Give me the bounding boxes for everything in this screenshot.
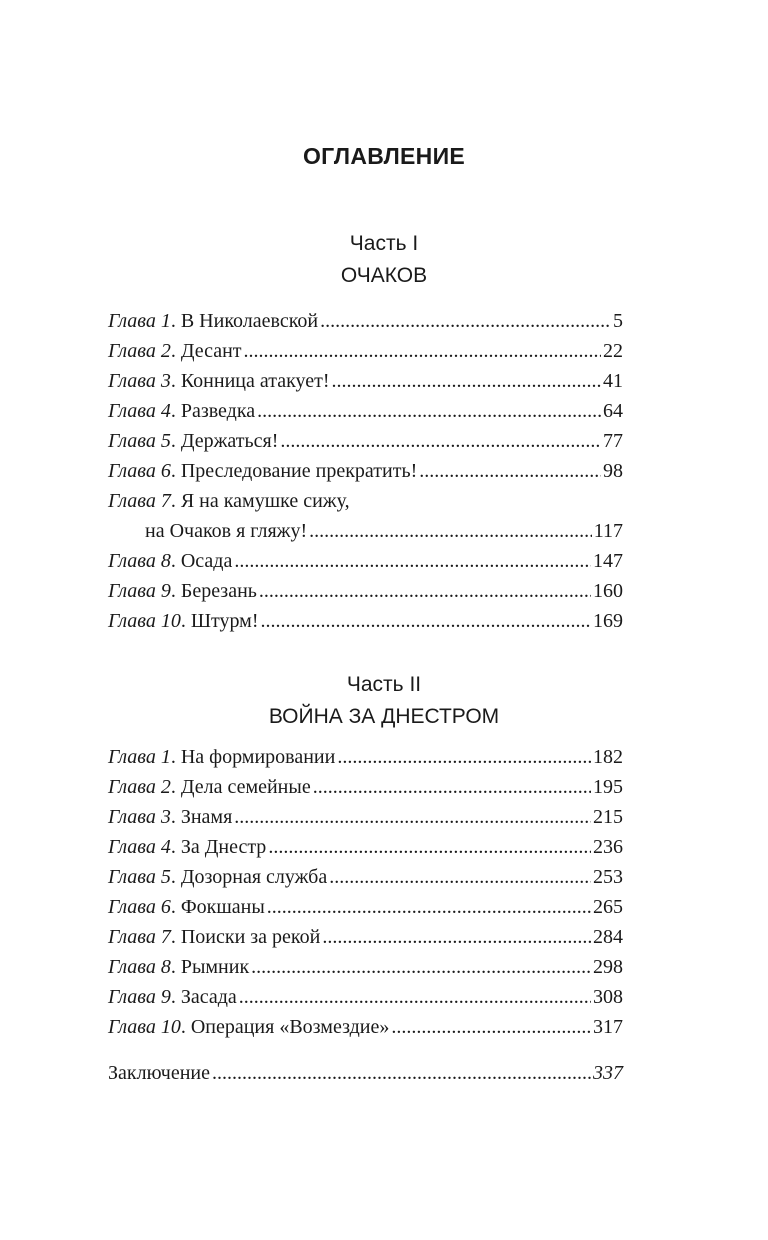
- dot-leader: [332, 366, 601, 396]
- dot-leader: [259, 576, 591, 606]
- chapter-title: Рымник: [180, 956, 250, 978]
- toc-entry[interactable]: Глава 3. Конница атакует! ..... 41: [108, 366, 623, 396]
- dot-leader: [337, 742, 591, 772]
- page-number: 41: [603, 370, 623, 392]
- chapter-title: В Николаевской: [180, 310, 319, 332]
- chapter-title: Березань: [180, 580, 257, 602]
- chapter-number: Глава 4: [108, 836, 171, 858]
- chapter-number: Глава 3: [108, 370, 171, 392]
- toc-entry-continuation[interactable]: [108, 516, 623, 546]
- page-number: 64: [603, 400, 623, 422]
- chapter-title: Операция «Возмездие»: [190, 1016, 390, 1038]
- toc-entry[interactable]: Глава 10. Операция «Возмездие» ..... 317: [108, 1012, 623, 1042]
- page-number: 298: [593, 956, 623, 978]
- chapter-number: Глава 1: [108, 310, 171, 332]
- page-number: 160: [593, 580, 623, 602]
- part-2-name: ВОЙНА ЗА ДНЕСТРОМ: [268, 705, 500, 728]
- chapter-title: Поиски за рекой: [180, 926, 321, 948]
- page-number: 147: [593, 550, 623, 572]
- chapter-title-line2: на Очаков я гляжу!: [145, 520, 308, 542]
- chapter-number: Глава 8: [108, 550, 171, 572]
- chapter-title: За Днестр: [180, 836, 267, 858]
- toc-entry[interactable]: Глава 6. Преследование прекратить! ..... 98: [108, 456, 623, 486]
- chapter-number: Глава 6: [108, 896, 171, 918]
- dot-leader: [268, 832, 591, 862]
- chapter-number: Глава 2: [108, 776, 171, 798]
- chapter-title: Дозорная служба: [180, 866, 328, 888]
- page-number: 77: [603, 430, 623, 452]
- toc-entry[interactable]: Глава 1. На формировании ..... 182: [108, 742, 623, 772]
- toc-entry[interactable]: Глава 4. Разведка ..... 64: [108, 396, 623, 426]
- chapter-number: Глава 3: [108, 806, 171, 828]
- toc-entry[interactable]: Глава 5. Дозорная служба ..... 253: [108, 862, 623, 892]
- chapter-title: Дела семейные: [180, 776, 311, 798]
- dot-leader: [419, 456, 601, 486]
- chapter-title: Фокшаны: [180, 896, 265, 918]
- dot-leader: [257, 396, 601, 426]
- chapter-title: Я на камушке сижу,: [180, 490, 350, 512]
- toc-entry[interactable]: Глава 6. Фокшаны ..... 265: [108, 892, 623, 922]
- part-2-chapter-list: [108, 742, 623, 1042]
- toc-entry-first-line[interactable]: Глава 7. Я на камушке сижу,: [108, 490, 350, 512]
- page-number: 5: [613, 310, 623, 332]
- toc-entry[interactable]: Глава 8. Осада ..... 147: [108, 546, 623, 576]
- page-number: 284: [593, 926, 623, 948]
- chapter-number: Глава 7: [108, 926, 171, 948]
- page-number: 215: [593, 806, 623, 828]
- chapter-title: Засада: [180, 986, 237, 1008]
- chapter-number: Глава 10: [108, 610, 181, 632]
- page-number: 169: [593, 610, 623, 632]
- dot-leader: [391, 1012, 591, 1042]
- page-number: 337: [593, 1062, 623, 1084]
- dot-leader: [251, 952, 591, 982]
- page-number: 317: [593, 1016, 623, 1038]
- page-number: 253: [593, 866, 623, 888]
- chapter-number: Глава 2: [108, 340, 171, 362]
- chapter-number: Глава 7: [108, 490, 171, 512]
- dot-leader: [267, 892, 591, 922]
- toc-entry[interactable]: Глава 2. Дела семейные ..... 195: [108, 772, 623, 802]
- toc-entry[interactable]: Глава 10. Штурм! ..... 169: [108, 606, 623, 636]
- conclusion-title: Заключение: [108, 1062, 210, 1084]
- chapter-number: Глава 8: [108, 956, 171, 978]
- chapter-number: Глава 10: [108, 1016, 181, 1038]
- chapter-number: Глава 1: [108, 746, 171, 768]
- dot-leader: [261, 606, 592, 636]
- chapter-title: Штурм!: [190, 610, 259, 632]
- dot-leader: [329, 862, 591, 892]
- page-number: 117: [593, 520, 623, 542]
- chapter-title: Осада: [180, 550, 233, 572]
- toc-entry-conclusion[interactable]: [108, 1058, 623, 1088]
- part-2-number: Часть II: [346, 673, 422, 696]
- chapter-title: Знамя: [180, 806, 233, 828]
- page-number: 265: [593, 896, 623, 918]
- chapter-number: Глава 6: [108, 460, 171, 482]
- chapter-number: Глава 5: [108, 866, 171, 888]
- toc-entry[interactable]: Глава 7. Поиски за рекой ..... 284: [108, 922, 623, 952]
- part-1-chapter-list: [108, 306, 623, 636]
- dot-leader: [309, 516, 592, 546]
- page-number: 236: [593, 836, 623, 858]
- page-title: ОГЛАВЛЕНИЕ: [302, 143, 466, 169]
- dot-leader: [234, 546, 591, 576]
- page-number: 195: [593, 776, 623, 798]
- chapter-number: Глава 5: [108, 430, 171, 452]
- toc-entry[interactable]: Глава 3. Знамя ..... 215: [108, 802, 623, 832]
- page-number: 22: [603, 340, 623, 362]
- chapter-number: Глава 9: [108, 580, 171, 602]
- chapter-title: Конница атакует!: [180, 370, 330, 392]
- toc-entry[interactable]: Глава 4. За Днестр ..... 236: [108, 832, 623, 862]
- dot-leader: [239, 982, 591, 1012]
- chapter-title: Разведка: [180, 400, 256, 422]
- toc-entry[interactable]: Глава 5. Держаться! ..... 77: [108, 426, 623, 456]
- dot-leader: [313, 772, 591, 802]
- chapter-number: Глава 9: [108, 986, 171, 1008]
- toc-entry[interactable]: Глава 9. Засада ..... 308: [108, 982, 623, 1012]
- page-number: 98: [603, 460, 623, 482]
- page-number: 182: [593, 746, 623, 768]
- toc-entry[interactable]: Глава 9. Березань ..... 160: [108, 576, 623, 606]
- part-1-name: ОЧАКОВ: [340, 264, 428, 287]
- dot-leader: [320, 306, 611, 336]
- toc-entry[interactable]: Глава 2. Десант ..... 22: [108, 336, 623, 366]
- conclusion-section: [108, 1058, 623, 1088]
- chapter-title: На формировании: [180, 746, 336, 768]
- dot-leader: [322, 922, 591, 952]
- page-number: 308: [593, 986, 623, 1008]
- dot-leader: [212, 1058, 591, 1088]
- dot-leader: [280, 426, 601, 456]
- dot-leader: [244, 336, 601, 366]
- chapter-title: Преследование прекратить!: [180, 460, 418, 482]
- chapter-number: Глава 4: [108, 400, 171, 422]
- part-1-number: Часть I: [349, 232, 419, 255]
- dot-leader: [234, 802, 591, 832]
- chapter-title: Десант: [180, 340, 242, 362]
- chapter-title: Держаться!: [180, 430, 279, 452]
- toc-entry[interactable]: Глава 8. Рымник ..... 298: [108, 952, 623, 982]
- toc-entry[interactable]: Глава 1. В Николаевской ..... 5: [108, 306, 623, 336]
